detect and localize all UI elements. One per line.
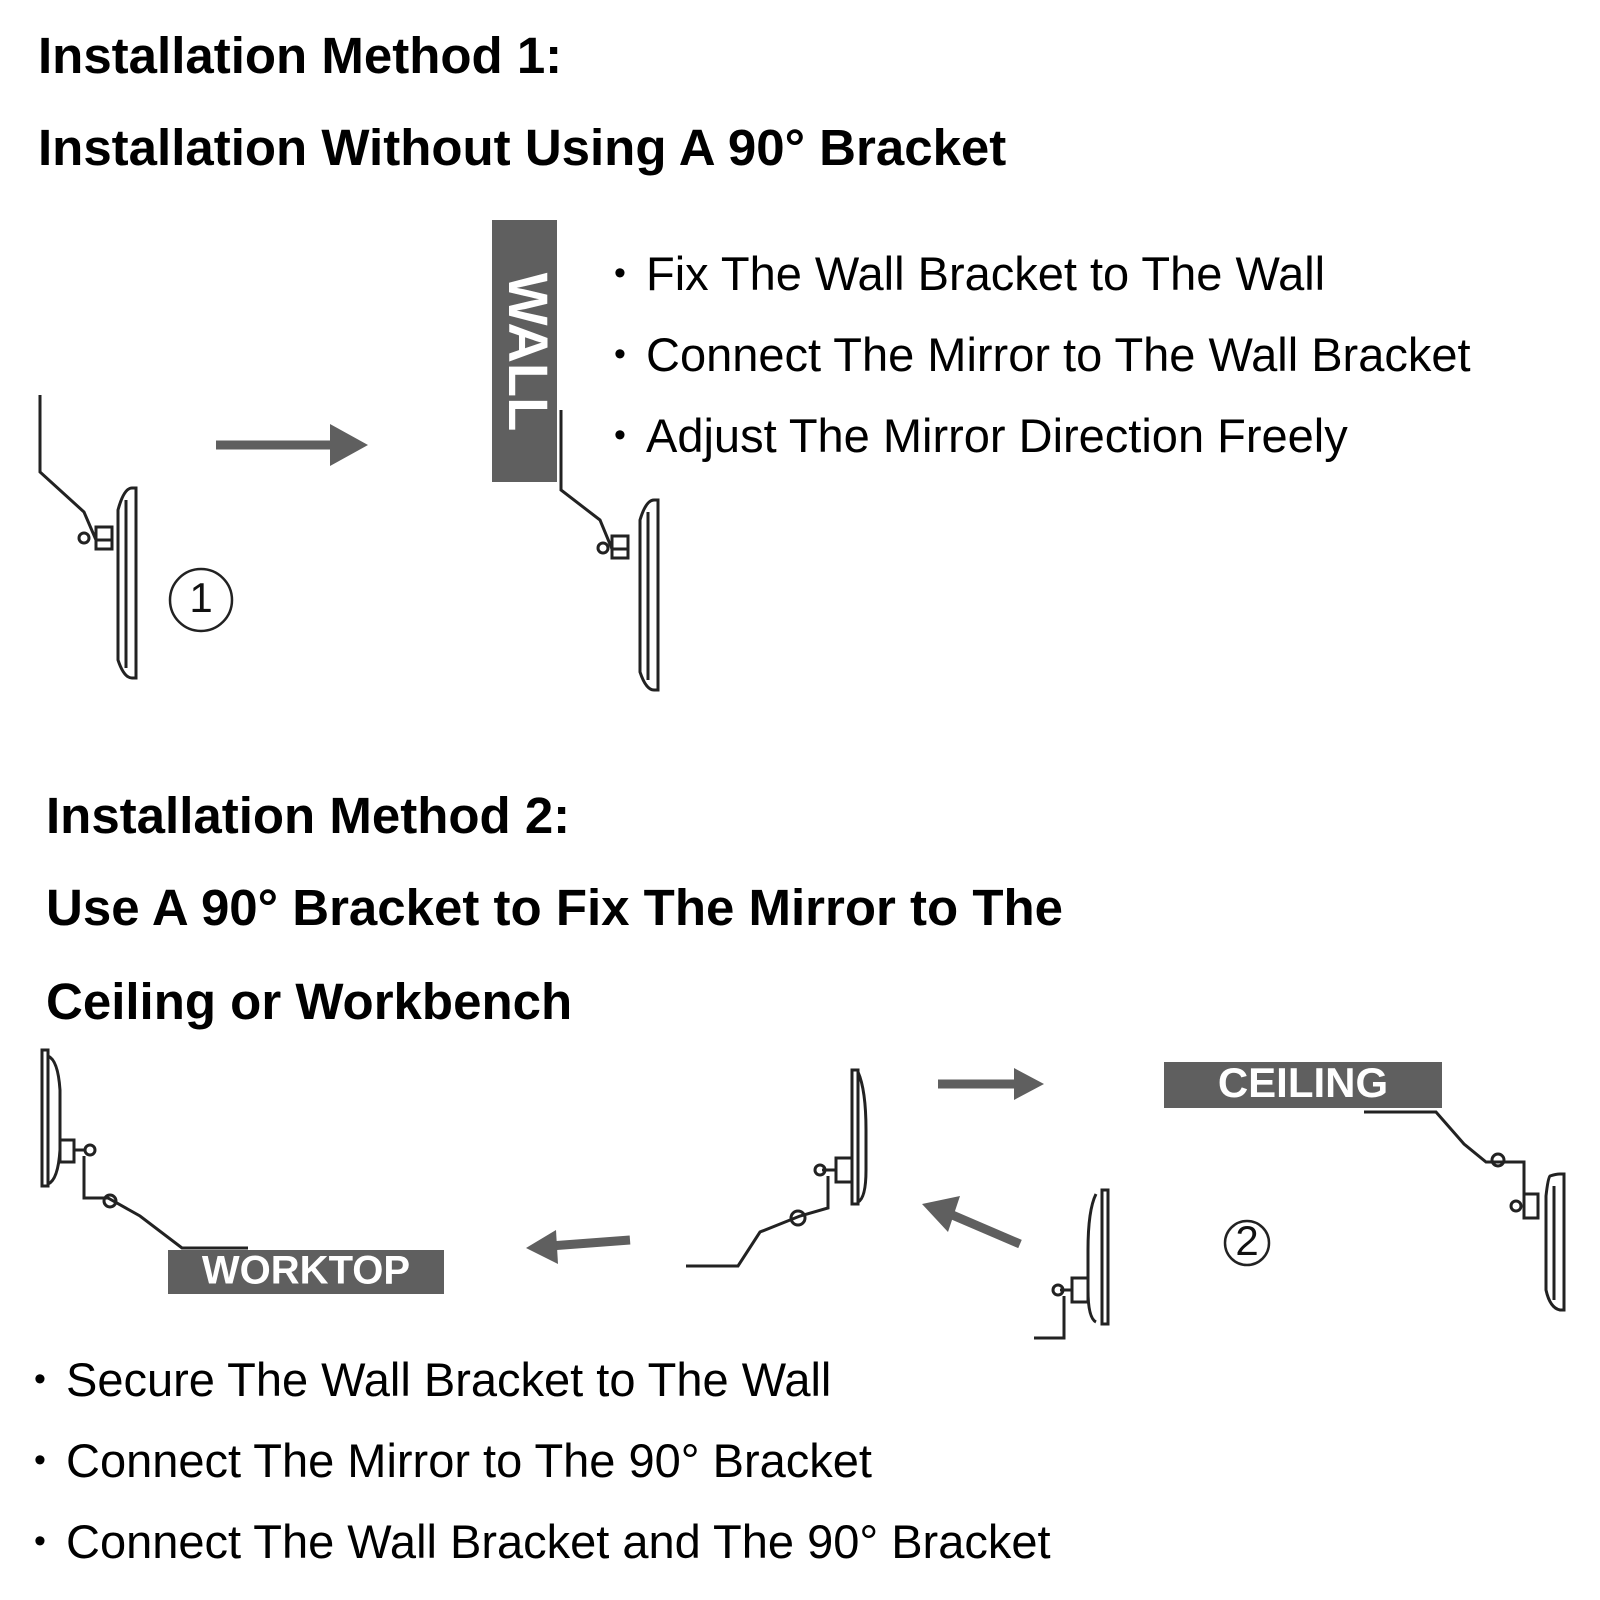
worktop-label bbox=[168, 1249, 444, 1294]
method1-step-1: • Fix The Wall Bracket to The Wall bbox=[614, 250, 1471, 331]
method1-step-number: 1 bbox=[189, 574, 213, 622]
ceiling-label-text: CEILING bbox=[1217, 1059, 1389, 1107]
method1-mirror-mounted bbox=[561, 410, 658, 690]
wall-label-text: WALL bbox=[497, 272, 561, 432]
ceiling-label bbox=[1164, 1059, 1442, 1108]
ceiling-mirror-assembly bbox=[1364, 1112, 1564, 1310]
method1-wall-label bbox=[492, 220, 560, 482]
method1-arrow bbox=[216, 424, 368, 466]
arrow-to-ceiling bbox=[938, 1068, 1044, 1100]
worktop-mirror-assembly bbox=[42, 1050, 248, 1248]
method2-step-3: • Connect The Wall Bracket and The 90° Bracket bbox=[34, 1518, 1051, 1599]
arrow-to-worktop bbox=[526, 1230, 630, 1264]
method2-step-circle bbox=[1225, 1217, 1269, 1265]
method2-step-2: • Connect The Mirror to The 90° Bracket bbox=[34, 1437, 1051, 1518]
method1-step-2: • Connect The Mirror to The Wall Bracket bbox=[614, 331, 1471, 412]
arrow-from-mirror bbox=[922, 1196, 1020, 1244]
method2-step-1: • Secure The Wall Bracket to The Wall bbox=[34, 1356, 1051, 1437]
method2-step-number: 2 bbox=[1235, 1217, 1259, 1265]
method1-step-circle bbox=[170, 569, 232, 631]
method1-subtitle: Installation Without Using A 90° Bracket bbox=[38, 119, 1007, 176]
mirror-with-wall-bracket bbox=[1034, 1190, 1108, 1338]
method2-title: Installation Method 2: bbox=[46, 787, 571, 844]
method1-title: Installation Method 1: bbox=[38, 27, 563, 84]
method1-step-3: • Adjust The Mirror Direction Freely bbox=[614, 412, 1471, 493]
method2-subtitle-line2: Ceiling or Workbench bbox=[46, 973, 573, 1030]
worktop-label-text: WORKTOP bbox=[201, 1248, 411, 1293]
mirror-with-90-bracket bbox=[686, 1070, 866, 1266]
method2-subtitle-line1: Use A 90° Bracket to Fix The Mirror to The bbox=[46, 879, 1064, 936]
method1-mirror-unmounted bbox=[40, 395, 136, 678]
